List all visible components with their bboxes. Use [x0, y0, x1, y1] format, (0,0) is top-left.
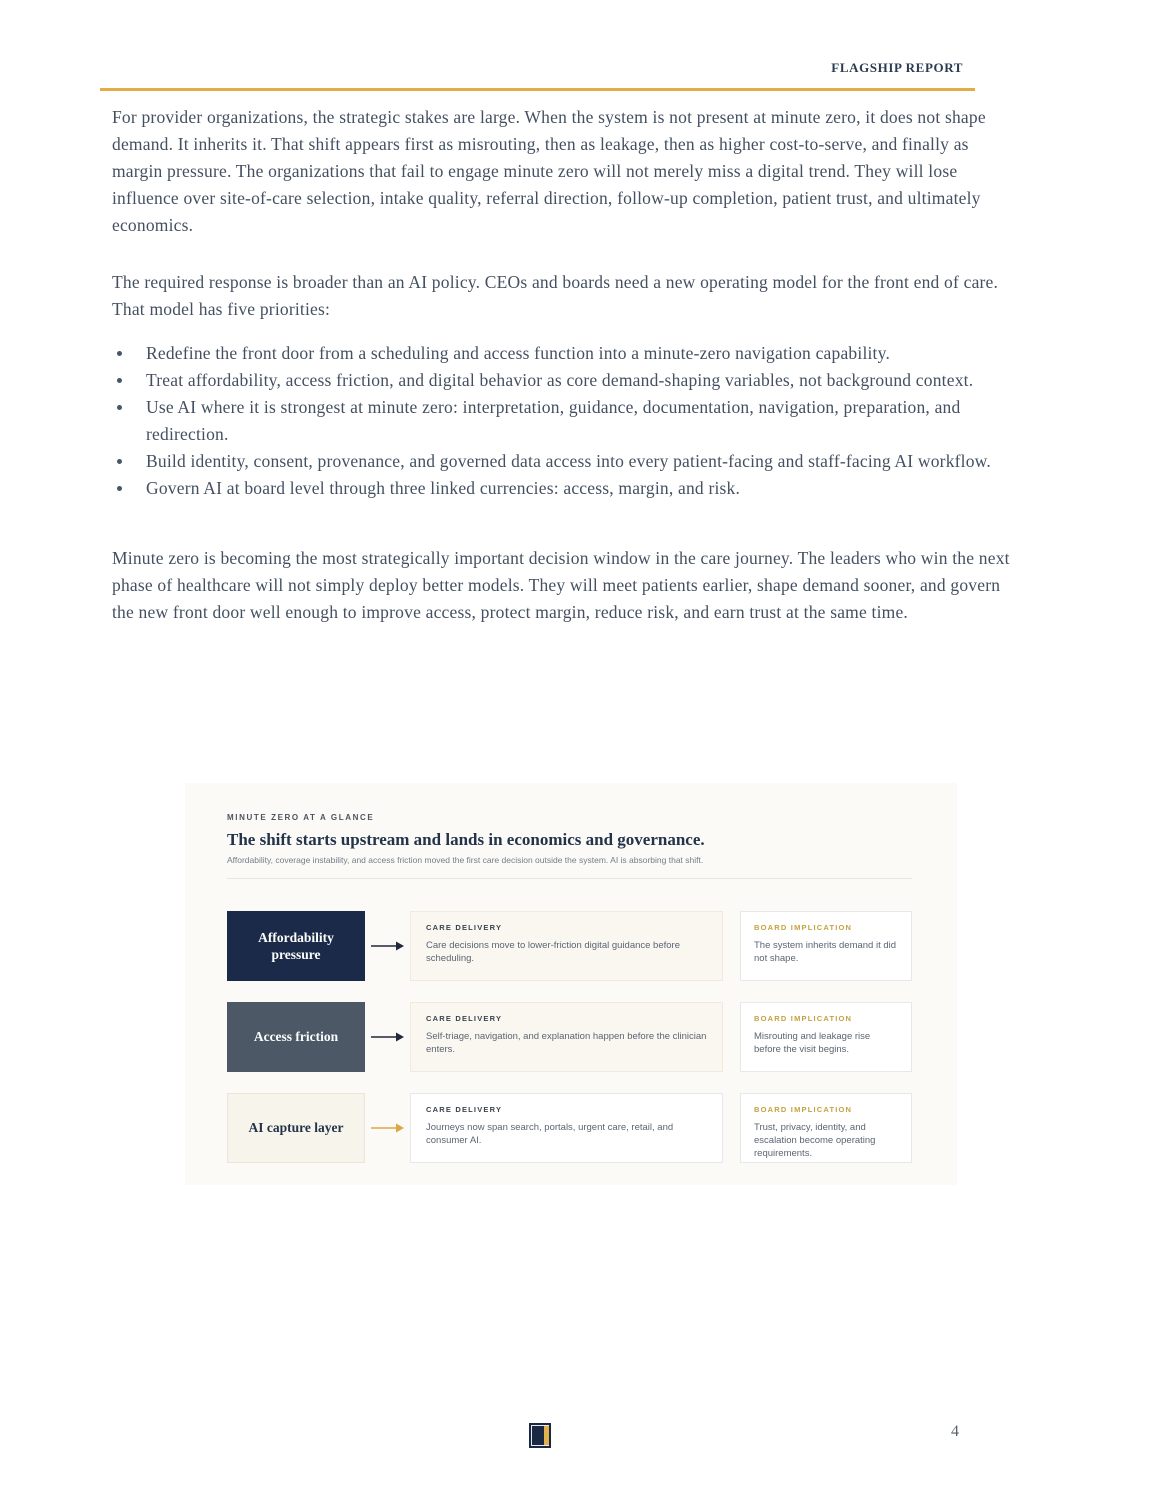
board-implication-label: BOARD IMPLICATION	[754, 1013, 853, 1023]
list-item: Treat affordability, access friction, and digital behavior as core demand-shaping variables, not background context.	[112, 367, 1020, 394]
care-delivery-text: Self-triage, navigation, and explanation happen before the clinician enters.	[426, 1030, 707, 1055]
page-header	[100, 60, 975, 91]
priorities-list	[112, 340, 1020, 502]
arrow-icon	[365, 911, 410, 981]
figure-row-ai-capture-layer	[227, 1093, 912, 1163]
header-gold-rule	[100, 88, 975, 91]
care-delivery-label: CARE DELIVERY	[426, 922, 503, 932]
board-implication-text: The system inherits demand it did not shape.	[754, 939, 897, 964]
care-delivery-card	[410, 1093, 723, 1163]
logo-gold-bar	[544, 1426, 549, 1445]
driver-box: Affordability pressure	[227, 911, 365, 981]
board-implication-label: BOARD IMPLICATION	[754, 1104, 853, 1114]
paragraph: Minute zero is becoming the most strategically important decision window in the care journey. The leaders who win the next phase of healthcare will not simply deploy better models. They will meet patients earlier, shape demand sooner, and govern the new front door well enough to improve access, protect margin, reduce risk, and earn trust at the same time.	[112, 548, 1010, 622]
paragraph: For provider organizations, the strategic stakes are large. When the system is not present at minute zero, it does not shape demand. It inherits it. That shift appears first as misrouting, then as leakage, then as higher cost-to-serve, and finally as margin pressure. The organizations that fail to engage minute zero will not merely miss a digital trend. They will lose influence over site-of-care selection, intake quality, referral direction, follow-up completion, patient trust, and ultimately economics.	[112, 107, 986, 235]
arrow-icon	[365, 1093, 410, 1163]
arrow-icon	[365, 1002, 410, 1072]
board-implication-label: BOARD IMPLICATION	[754, 922, 853, 932]
figure-divider	[227, 878, 912, 879]
care-delivery-label: CARE DELIVERY	[426, 1104, 503, 1114]
figure-minute-zero-at-a-glance	[185, 783, 957, 1185]
figure-subtitle: Affordability, coverage instability, and access friction moved the first care decision outside the system. AI is absorbing that shift.	[227, 855, 704, 865]
care-delivery-card	[410, 1002, 723, 1072]
figure-row-affordability	[227, 911, 912, 981]
figure-title: The shift starts upstream and lands in economics and governance.	[227, 830, 705, 849]
body-content	[112, 104, 1020, 626]
board-implication-card	[740, 1002, 912, 1072]
brand-logo-icon	[529, 1423, 551, 1448]
figure-row-access-friction	[227, 1002, 912, 1072]
figure-rows	[227, 911, 912, 1163]
page-number: 4	[951, 1423, 959, 1440]
board-implication-card	[740, 911, 912, 981]
driver-box: Access friction	[227, 1002, 365, 1072]
list-item: Govern AI at board level through three linked currencies: access, margin, and risk.	[112, 475, 1020, 502]
list-item: Redefine the front door from a scheduling and access function into a minute-zero navigation capability.	[112, 340, 1020, 367]
report-type-label: FLAGSHIP REPORT	[831, 60, 963, 75]
list-item: Build identity, consent, provenance, and governed data access into every patient-facing and staff-facing AI workflow.	[112, 448, 1020, 475]
care-delivery-label: CARE DELIVERY	[426, 1013, 503, 1023]
figure-eyebrow: MINUTE ZERO AT A GLANCE	[227, 813, 375, 822]
driver-box: AI capture layer	[227, 1093, 365, 1163]
paragraph: The required response is broader than an AI policy. CEOs and boards need a new operating model for the front end of care. That model has five priorities:	[112, 272, 999, 319]
board-implication-card	[740, 1093, 912, 1163]
care-delivery-card	[410, 911, 723, 981]
care-delivery-text: Care decisions move to lower-friction digital guidance before scheduling.	[426, 939, 680, 964]
board-implication-text: Trust, privacy, identity, and escalation become operating requirements.	[754, 1121, 876, 1159]
board-implication-text: Misrouting and leakage rise before the visit begins.	[754, 1030, 871, 1055]
list-item: Use AI where it is strongest at minute zero: interpretation, guidance, documentation, navigation, preparation, and redirection.	[112, 394, 1020, 448]
care-delivery-text: Journeys now span search, portals, urgent care, retail, and consumer AI.	[426, 1121, 674, 1146]
